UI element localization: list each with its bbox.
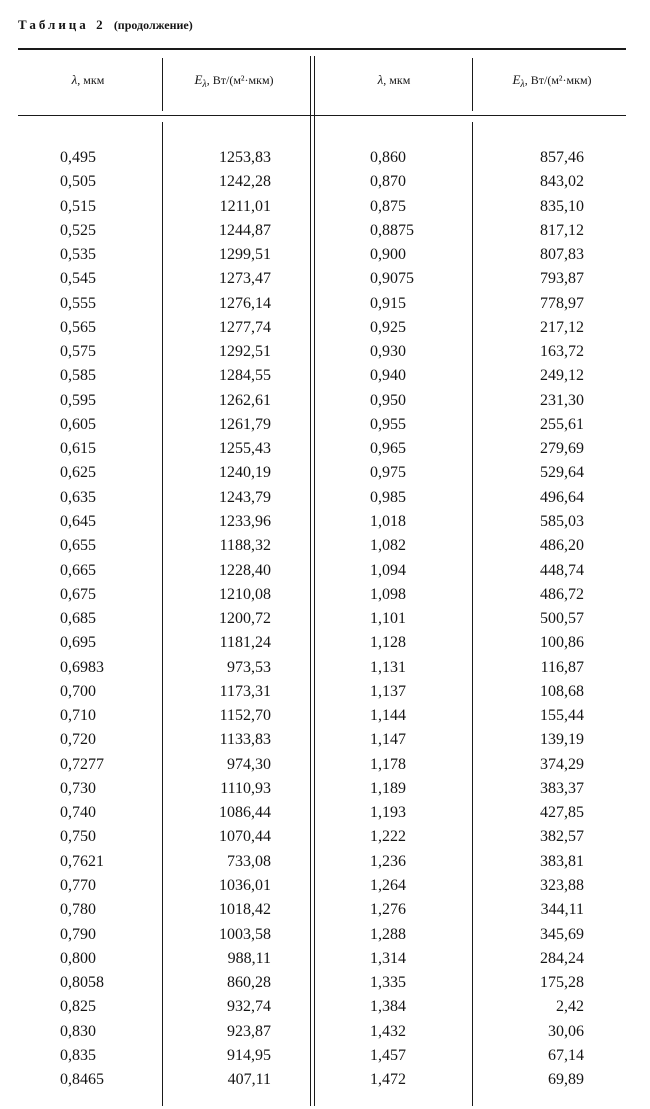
cell-wavelength-left: 0,8465 [60,1071,104,1089]
table-row [0,825,650,849]
cell-wavelength-right: 1,101 [370,610,406,628]
table-row [0,389,650,413]
cell-irradiance-left: 923,87 [227,1022,271,1040]
cell-irradiance-left: 1018,42 [219,901,271,919]
cell-wavelength-right: 1,131 [370,658,406,676]
cell-irradiance-right: 345,69 [540,925,584,943]
cell-wavelength-right: 1,288 [370,925,406,943]
cell-wavelength-right: 1,082 [370,537,406,555]
table-row [0,583,650,607]
cell-irradiance-right: 323,88 [540,876,584,894]
cell-irradiance-right: 778,97 [540,294,584,312]
cell-wavelength-right: 1,098 [370,585,406,603]
header-wavelength-right [378,72,411,90]
cell-wavelength-left: 0,750 [60,828,96,846]
table-row [0,898,650,922]
cell-wavelength-left: 0,685 [60,610,96,628]
cell-irradiance-left: 1188,32 [219,537,271,555]
cell-irradiance-left: 1173,31 [219,682,271,700]
cell-wavelength-right: 0,925 [370,318,406,336]
cell-irradiance-right: 857,46 [540,149,584,166]
cell-wavelength-left: 0,800 [60,949,96,967]
cell-irradiance-left: 1233,96 [219,512,271,530]
cell-wavelength-right: 0,940 [370,367,406,385]
cell-irradiance-left: 1261,79 [219,415,271,433]
header-irradiance-right [512,72,591,90]
cell-irradiance-right: 175,28 [540,974,584,992]
header-irradiance-left [194,72,273,90]
cell-irradiance-right: 2,42 [556,998,584,1016]
cell-irradiance-left: 1253,83 [219,149,271,166]
cell-irradiance-right: 807,83 [540,246,584,264]
cell-wavelength-left: 0,7621 [60,852,104,870]
cell-wavelength-right: 0,915 [370,294,406,312]
cell-wavelength-left: 0,6983 [60,658,104,676]
cell-wavelength-right: 1,314 [370,949,406,967]
cell-irradiance-left: 1242,28 [219,173,271,191]
cell-irradiance-right: 284,24 [540,949,584,967]
table-row [0,195,650,219]
table-row [0,631,650,655]
table-row [0,777,650,801]
table-caption [18,17,193,33]
cell-wavelength-right: 0,950 [370,391,406,409]
table-caption-number: 2 [96,17,103,32]
cell-wavelength-right: 0,930 [370,343,406,361]
table-caption-title: Таблица [18,17,89,32]
cell-wavelength-left: 0,545 [60,270,96,288]
cell-wavelength-right: 1,432 [370,1022,406,1040]
cell-wavelength-right: 1,457 [370,1046,406,1064]
table-row [0,413,650,437]
table-row [0,971,650,995]
cell-irradiance-left: 1243,79 [219,488,271,506]
cell-irradiance-right: 496,64 [540,488,584,506]
cell-wavelength-left: 0,595 [60,391,96,409]
cell-irradiance-left: 1244,87 [219,221,271,239]
table-row [0,850,650,874]
table-row [0,267,650,291]
cell-wavelength-left: 0,645 [60,512,96,530]
cell-wavelength-left: 0,655 [60,537,96,555]
cell-irradiance-left: 988,11 [227,949,271,967]
cell-wavelength-left: 0,790 [60,925,96,943]
header-symbol: E [512,72,521,87]
cell-irradiance-left: 1181,24 [219,634,271,652]
cell-wavelength-right: 0,9075 [370,270,414,288]
cell-irradiance-left: 1262,61 [219,391,271,409]
cell-wavelength-left: 0,675 [60,585,96,603]
cell-irradiance-left: 1284,55 [219,367,271,385]
cell-irradiance-right: 279,69 [540,440,584,458]
cell-irradiance-left: 973,53 [227,658,271,676]
cell-wavelength-right: 0,955 [370,415,406,433]
cell-irradiance-right: 67,14 [548,1046,584,1064]
cell-irradiance-right: 817,12 [540,221,584,239]
table-row [0,728,650,752]
cell-irradiance-left: 733,08 [227,852,271,870]
table-row [0,316,650,340]
cell-wavelength-right: 0,870 [370,173,406,191]
cell-irradiance-right: 529,64 [540,464,584,482]
cell-wavelength-right: 1,094 [370,561,406,579]
cell-wavelength-left: 0,625 [60,464,96,482]
cell-wavelength-left: 0,575 [60,343,96,361]
cell-wavelength-left: 0,720 [60,731,96,749]
cell-wavelength-right: 1,178 [370,755,406,773]
table-row [0,510,650,534]
cell-wavelength-right: 1,335 [370,974,406,992]
cell-irradiance-left: 1133,83 [219,731,271,749]
cell-irradiance-left: 1152,70 [219,707,271,725]
cell-irradiance-left: 1273,47 [219,270,271,288]
cell-wavelength-left: 0,835 [60,1046,96,1064]
cell-irradiance-left: 914,95 [227,1046,271,1064]
header-subscript: λ [202,79,207,90]
cell-wavelength-left: 0,770 [60,876,96,894]
table-row [0,656,650,680]
cell-wavelength-right: 0,975 [370,464,406,482]
cell-wavelength-right: 0,8875 [370,221,414,239]
cell-wavelength-right: 0,965 [370,440,406,458]
cell-irradiance-right: 217,12 [540,318,584,336]
table-row [0,874,650,898]
header-symbol: λ [71,72,78,87]
cell-irradiance-right: 255,61 [540,415,584,433]
cell-irradiance-left: 1200,72 [219,610,271,628]
table-caption-subtitle: (продолжение) [113,18,193,32]
table-row [0,170,650,194]
cell-irradiance-left: 1255,43 [219,440,271,458]
table-row [0,1068,650,1092]
cell-irradiance-right: 374,29 [540,755,584,773]
cell-wavelength-left: 0,780 [60,901,96,919]
cell-wavelength-right: 1,128 [370,634,406,652]
cell-irradiance-left: 860,28 [227,974,271,992]
cell-irradiance-left: 1277,74 [219,318,271,336]
cell-irradiance-left: 1299,51 [219,246,271,264]
cell-wavelength-left: 0,665 [60,561,96,579]
cell-irradiance-right: 835,10 [540,197,584,215]
cell-wavelength-left: 0,7277 [60,755,104,773]
table-row [0,923,650,947]
cell-irradiance-left: 1211,01 [219,197,271,215]
table-row [0,461,650,485]
table-row [0,680,650,704]
cell-irradiance-left: 1110,93 [220,779,271,797]
cell-irradiance-left: 1292,51 [219,343,271,361]
cell-irradiance-left: 1036,01 [219,876,271,894]
table-row [0,704,650,728]
header-wavelength-left [72,72,105,90]
header-subscript: λ [520,79,525,90]
table-row [0,292,650,316]
cell-wavelength-right: 1,384 [370,998,406,1016]
cell-irradiance-right: 163,72 [540,343,584,361]
cell-wavelength-left: 0,495 [60,149,96,166]
cell-irradiance-right: 486,72 [540,585,584,603]
cell-irradiance-right: 486,20 [540,537,584,555]
cell-irradiance-right: 69,89 [548,1071,584,1089]
table-row [0,364,650,388]
cell-wavelength-right: 1,236 [370,852,406,870]
cell-irradiance-right: 30,06 [548,1022,584,1040]
table-body [0,146,650,1092]
header-symbol: λ [377,72,384,87]
cell-irradiance-right: 500,57 [540,610,584,628]
cell-irradiance-right: 108,68 [540,682,584,700]
cell-wavelength-right: 0,900 [370,246,406,264]
table-row [0,753,650,777]
cell-irradiance-right: 249,12 [540,367,584,385]
table-row [0,534,650,558]
cell-irradiance-left: 1276,14 [219,294,271,312]
cell-wavelength-left: 0,605 [60,415,96,433]
cell-wavelength-right: 1,193 [370,804,406,822]
cell-wavelength-left: 0,635 [60,488,96,506]
header-unit: , Вт/(м²·мкм) [206,73,274,87]
cell-wavelength-left: 0,525 [60,221,96,239]
cell-irradiance-right: 793,87 [540,270,584,288]
header-symbol: E [194,72,203,87]
cell-wavelength-right: 1,276 [370,901,406,919]
cell-irradiance-right: 383,81 [540,852,584,870]
cell-wavelength-left: 0,535 [60,246,96,264]
cell-wavelength-left: 0,700 [60,682,96,700]
cell-irradiance-left: 1003,58 [219,925,271,943]
cell-wavelength-right: 1,222 [370,828,406,846]
table-row [0,947,650,971]
cell-wavelength-left: 0,555 [60,294,96,312]
table-row [0,801,650,825]
cell-irradiance-right: 344,11 [540,901,584,919]
table-row [0,486,650,510]
header-bottom-rule [18,115,626,116]
cell-irradiance-right: 448,74 [540,561,584,579]
cell-wavelength-right: 1,137 [370,682,406,700]
cell-wavelength-right: 1,147 [370,731,406,749]
table-row [0,243,650,267]
header-unit: , мкм [77,73,105,87]
table-row [0,437,650,461]
cell-wavelength-left: 0,730 [60,779,96,797]
cell-wavelength-left: 0,615 [60,440,96,458]
cell-wavelength-right: 0,875 [370,197,406,215]
cell-wavelength-left: 0,565 [60,318,96,336]
cell-wavelength-right: 0,985 [370,488,406,506]
table-row [0,1044,650,1068]
cell-wavelength-left: 0,505 [60,173,96,191]
table-row [0,1020,650,1044]
cell-irradiance-left: 1086,44 [219,804,271,822]
cell-irradiance-left: 1070,44 [219,828,271,846]
cell-irradiance-left: 1240,19 [219,464,271,482]
cell-wavelength-left: 0,695 [60,634,96,652]
cell-wavelength-right: 1,144 [370,707,406,725]
cell-irradiance-left: 932,74 [227,998,271,1016]
cell-wavelength-left: 0,825 [60,998,96,1016]
cell-irradiance-right: 139,19 [540,731,584,749]
table-top-rule [18,48,626,50]
cell-irradiance-right: 383,37 [540,779,584,797]
cell-irradiance-right: 843,02 [540,173,584,191]
column-divider [162,58,163,111]
table-row [0,607,650,631]
cell-wavelength-left: 0,585 [60,367,96,385]
cell-wavelength-right: 1,189 [370,779,406,797]
cell-wavelength-right: 1,018 [370,512,406,530]
cell-wavelength-left: 0,740 [60,804,96,822]
cell-wavelength-right: 0,860 [370,149,406,166]
cell-wavelength-left: 0,8058 [60,974,104,992]
cell-irradiance-left: 974,30 [227,755,271,773]
cell-irradiance-left: 1210,08 [219,585,271,603]
table-row [0,146,650,170]
cell-irradiance-right: 585,03 [540,512,584,530]
cell-irradiance-right: 116,87 [540,658,584,676]
cell-irradiance-right: 100,86 [540,634,584,652]
table-row [0,219,650,243]
header-unit: , мкм [383,73,411,87]
cell-irradiance-left: 407,11 [227,1071,271,1089]
cell-irradiance-left: 1228,40 [219,561,271,579]
cell-wavelength-left: 0,830 [60,1022,96,1040]
cell-irradiance-right: 382,57 [540,828,584,846]
cell-wavelength-right: 1,264 [370,876,406,894]
cell-wavelength-right: 1,472 [370,1071,406,1089]
cell-wavelength-left: 0,710 [60,707,96,725]
cell-irradiance-right: 231,30 [540,391,584,409]
cell-wavelength-left: 0,515 [60,197,96,215]
column-divider [472,58,473,111]
header-unit: , Вт/(м²·мкм) [524,73,592,87]
table-row [0,559,650,583]
cell-irradiance-right: 427,85 [540,804,584,822]
table-row [0,340,650,364]
table-row [0,995,650,1019]
cell-irradiance-right: 155,44 [540,707,584,725]
